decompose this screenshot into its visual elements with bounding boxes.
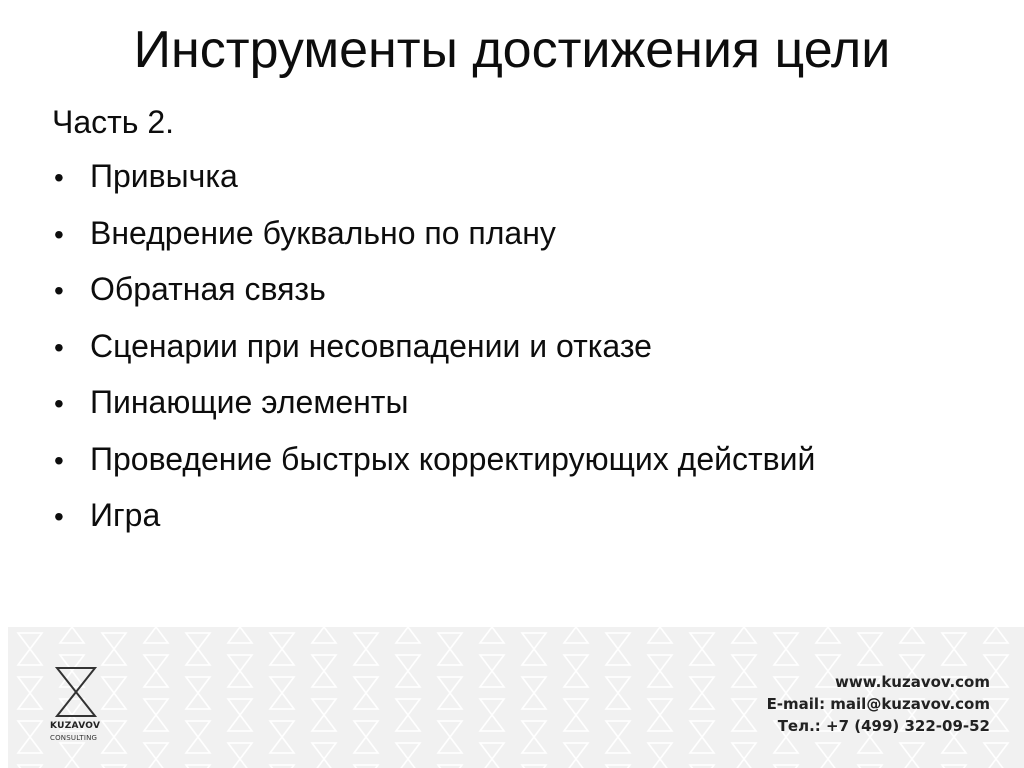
bullet-text: Сценарии при несовпадении и отказе [90, 327, 652, 364]
bullet-text: Привычка [90, 158, 238, 194]
part-label: Часть 2. [52, 104, 175, 140]
bullet-text: Внедрение буквально по плану [90, 214, 556, 251]
bullet-item [50, 267, 815, 324]
bullet-item [50, 493, 815, 550]
bullet-item [50, 211, 815, 268]
bullet-dot-icon: • [54, 218, 64, 250]
footer-band [8, 627, 1024, 768]
logo-name: KUZAVOV [50, 721, 101, 731]
bullet-text: Проведение быстрых корректирующих действий [90, 440, 816, 477]
bullet-item [50, 437, 815, 494]
bullet-dot-icon: • [54, 162, 64, 193]
bullet-list [50, 154, 815, 550]
phone-number: Тел.: +7 (499) 322-09-52 [777, 717, 990, 735]
email-link[interactable]: E-mail: mail@kuzavov.com [766, 695, 990, 713]
bullet-text: Обратная связь [90, 271, 326, 307]
bullet-item [50, 324, 815, 381]
bullet-dot-icon: • [54, 444, 64, 476]
website-link[interactable]: www.kuzavov.com [835, 673, 990, 691]
bullet-dot-icon: • [54, 501, 64, 532]
bullet-item [50, 380, 815, 437]
bullet-item [50, 154, 815, 211]
bullet-dot-icon: • [54, 275, 64, 306]
contact-block [767, 671, 990, 737]
company-logo [50, 665, 110, 755]
bullet-dot-icon: • [54, 331, 64, 363]
hourglass-icon [54, 665, 98, 719]
logo-subtitle: CONSULTING [50, 734, 98, 742]
bullet-text: Пинающие элементы [90, 384, 409, 420]
slide-title: Инструменты достижения цели [133, 21, 891, 79]
bullet-text: Игра [90, 497, 161, 533]
bullet-dot-icon: • [54, 388, 64, 419]
